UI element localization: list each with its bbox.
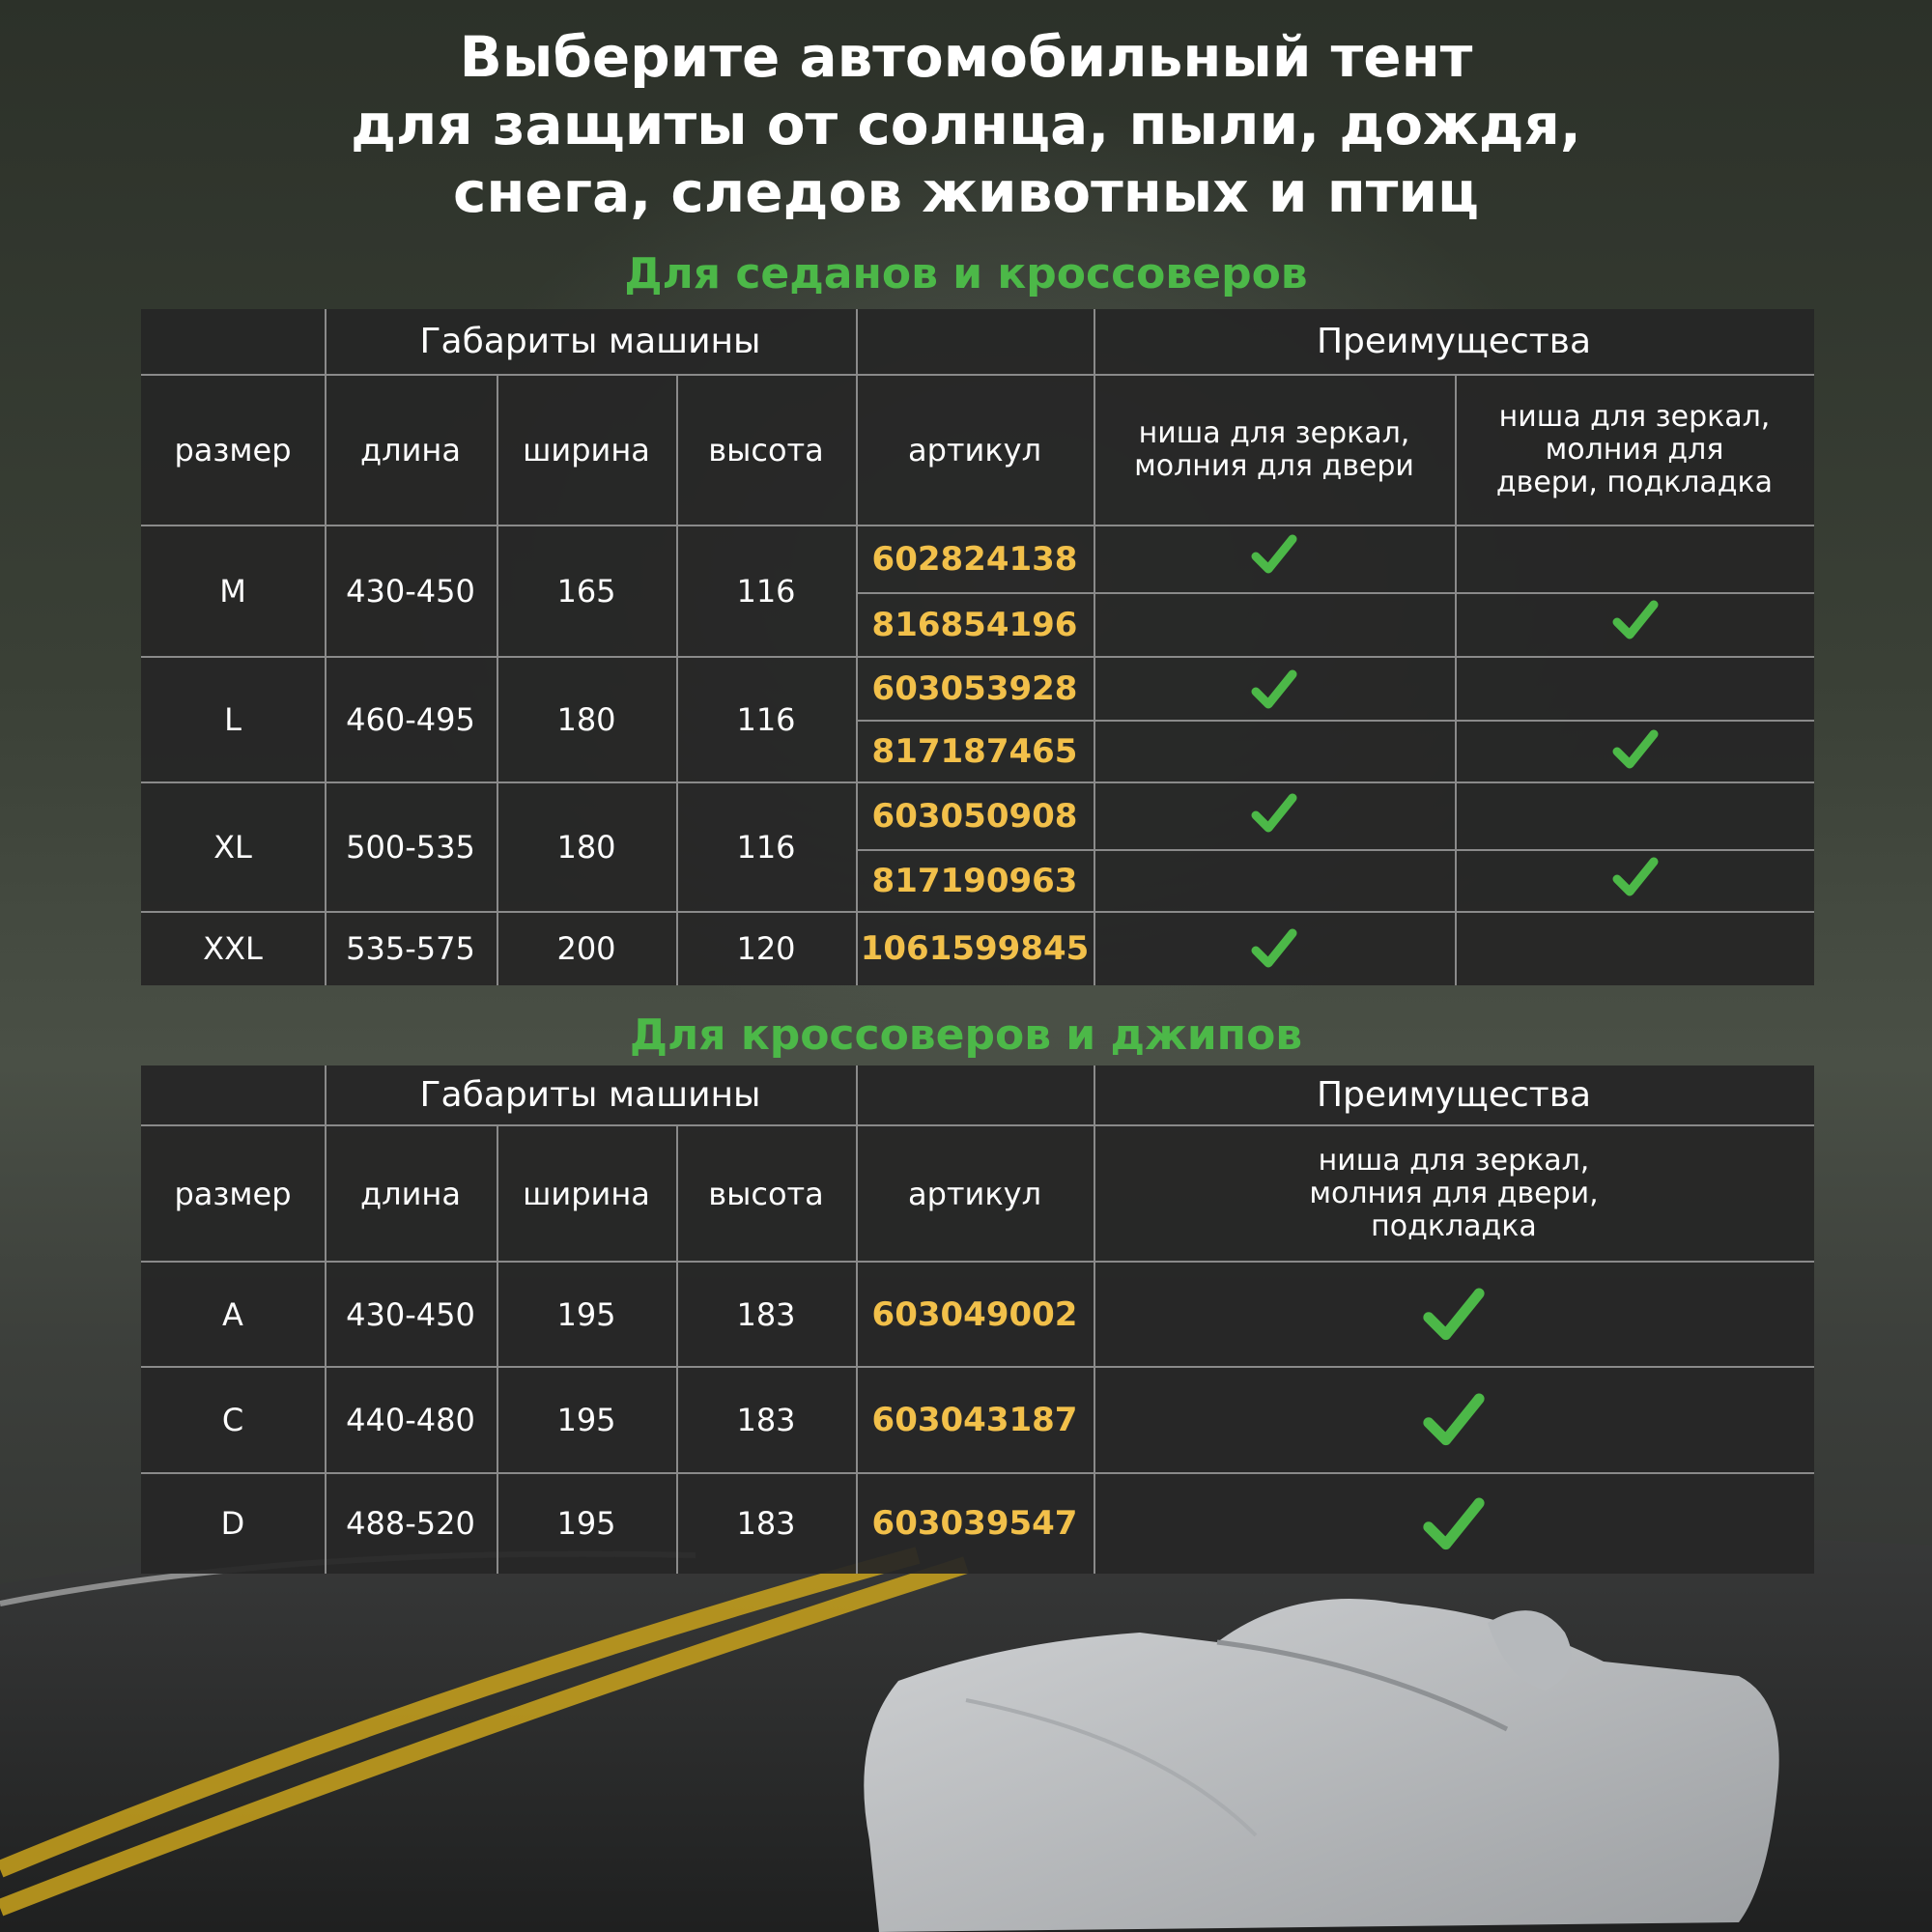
advantage2-column-header: ниша для зеркал, молния для двери, подкладка [1495,400,1774,499]
advantage1-column-header: ниша для зеркал, молния для двери [1134,416,1414,483]
article-number: 816854196 [871,606,1078,644]
check-icon [1251,531,1297,578]
article-number: 817187465 [871,732,1078,771]
size-cell: C [221,1402,244,1438]
advantage-column-header: ниша для зеркал, молния для двери, подкладка [1309,1143,1599,1243]
sedan-section-title: Для седанов и кроссоверов [624,249,1308,298]
headline-line: снега, следов животных и птиц [452,159,1480,225]
height-cell: 183 [736,1505,796,1542]
headline-line: для защиты от солнца, пыли, дождя, [351,92,1581,157]
height-cell: 183 [736,1295,796,1333]
article-number: 1061599845 [860,929,1090,968]
length-column-header: длина [360,432,461,469]
size-column-header: размер [174,1175,292,1212]
article-column-header: артикул [907,432,1042,469]
width-cell: 200 [556,930,616,967]
headline-line: Выберите автомобильный тент [459,24,1473,90]
article-number: 603049002 [871,1294,1078,1334]
check-icon [1422,1388,1486,1452]
headline [0,23,1932,226]
height-cell: 116 [736,701,796,738]
article-number: 602824138 [871,540,1078,579]
size-column-header: размер [174,432,292,469]
advantages-group-header: Преимущества [1316,322,1592,361]
length-cell: 535-575 [346,930,475,967]
size-cell: D [220,1505,245,1542]
advantages-group-header: Преимущества [1316,1075,1592,1115]
article-number: 603039547 [871,1504,1078,1543]
check-icon [1612,726,1659,773]
check-icon [1422,1492,1486,1556]
size-cell: L [224,701,242,738]
height-column-header: высота [708,432,824,469]
check-icon [1251,667,1297,713]
width-cell: 180 [556,701,616,738]
dimensions-group-header: Габариты машины [419,1075,761,1115]
width-cell: 180 [556,829,616,866]
width-column-header: ширина [523,432,650,469]
length-cell: 488-520 [346,1505,475,1542]
dimensions-group-header: Габариты машины [419,322,761,361]
height-cell: 183 [736,1402,796,1438]
length-column-header: длина [360,1175,461,1212]
width-column-header: ширина [523,1175,650,1212]
length-cell: 500-535 [346,829,475,866]
article-number: 603043187 [871,1401,1078,1439]
check-icon [1251,790,1297,837]
article-number: 817190963 [871,862,1078,900]
height-column-header: высота [708,1175,824,1212]
width-cell: 195 [556,1295,616,1333]
size-cell: A [222,1295,243,1333]
article-number: 603050908 [871,797,1078,836]
article-column-header: артикул [907,1175,1042,1212]
width-cell: 195 [556,1505,616,1542]
size-cell: XL [213,829,252,866]
width-cell: 195 [556,1402,616,1438]
height-cell: 116 [736,829,796,866]
length-cell: 460-495 [346,701,475,738]
suv-size-table [141,1065,1814,1574]
check-icon [1612,597,1659,643]
check-icon [1612,854,1659,900]
width-cell: 165 [556,573,616,610]
suv-section-title: Для кроссоверов и джипов [629,1010,1303,1060]
sedan-size-table [141,309,1814,985]
length-cell: 430-450 [346,573,475,610]
size-cell: M [219,573,246,610]
check-icon [1251,925,1297,972]
length-cell: 430-450 [346,1295,475,1333]
height-cell: 116 [736,573,796,610]
check-icon [1422,1283,1486,1347]
height-cell: 120 [736,930,796,967]
size-cell: XXL [203,930,263,967]
article-number: 603053928 [871,669,1078,708]
length-cell: 440-480 [346,1402,475,1438]
